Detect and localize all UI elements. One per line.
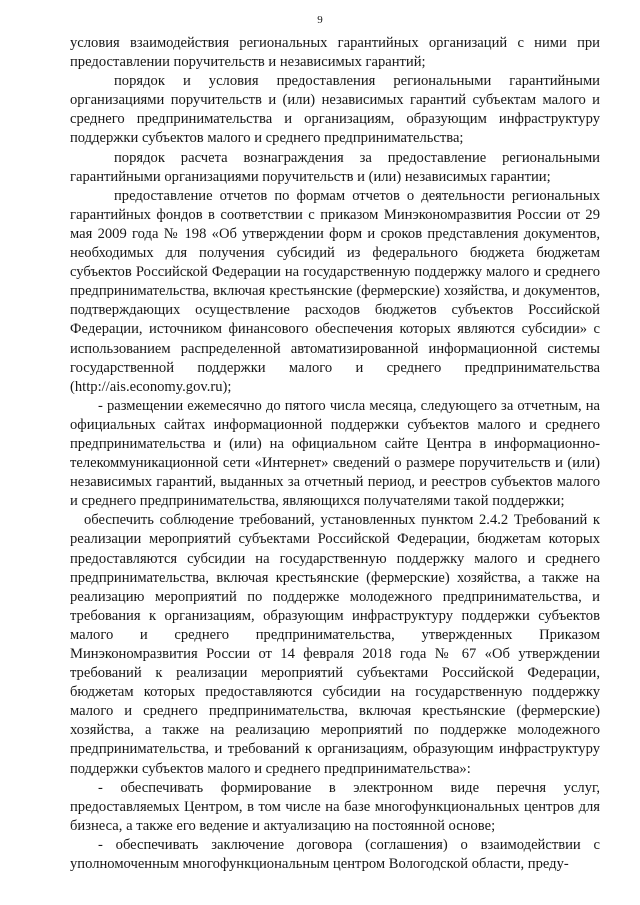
paragraph-guarantee-procedure: порядок и условия предоставления региональными гарантийными организациями поручительств и (или) независимых гарантий субъектам малого и среднего предпринимательства и организациям, образующим инфраструктуру поддержки субъектов малого и среднего предпринимательства; [70, 73, 600, 147]
paragraph-services-list: - обеспечивать формирование в электронном виде перечня услуг, предоставляемых Центром, в том числе на базе многофункциональных центров для бизнеса, а также его ведение и актуализацию на постоянной основе; [70, 779, 600, 834]
page-number: 9 [317, 14, 323, 26]
paragraph-monthly-publication: - размещении ежемесячно до пятого числа месяца, следующего за отчетным, на официальных сайтах информационной поддержки субъектов малого и среднего предпринимательства и (или) на официальном сайте Центра в информационно-телекоммуникационной сети «Интернет» сведений о размере поручительств и (или) независимых гарантий, выданных за отчетный период, и реестров субъектов малого и среднего предпринимательства, являющихся получателями такой поддержки; [70, 397, 600, 510]
paragraph-guarantee-interaction: условия взаимодействия региональных гарантийных организаций с ними при предоставлении поручительств и независимых гарантий; [70, 35, 600, 71]
paragraph-agreement-mfc: - обеспечивать заключение договора (соглашения) о взаимодействии с уполномоченным многофункциональным центром Вологодской области, преду- [70, 836, 600, 873]
paragraph-reporting: предоставление отчетов по формам отчетов о деятельности региональных гарантийных фондов в соответствии с приказом Минэкономразвития России от 29 мая 2009 года № 198 «Об утверждении форм и сроков представления документов, необходимых для получения субсидий из федерального бюджета бюджетам субъектов Российской Федерации на государственную поддержку малого и среднего предпринимательства, включая крестьянские (фермерские) хозяйства, и документов, подтверждающих осуществление расходов бюджетов субъектов Российской Федерации, источником финансового обеспечения которых являются субсидии» с использованием распределенной автоматизированной информационной системы государственной поддержки малого и среднего предпринимательства (http://ais.economy.gov.ru); [70, 187, 600, 395]
paragraph-fee-calculation: порядок расчета вознаграждения за предоставление региональными гарантийными организациями поручительств и (или) независимых гарантии; [70, 149, 600, 185]
paragraph-compliance-requirements: обеспечить соблюдение требований, установленных пунктом 2.4.2 Требований к реализации мероприятий субъектами Российской Федерации, бюджетам которых предоставляются субсидии на государственную поддержку малого и среднего предпринимательства, включая крестьянские (фермерские) хозяйства, а также на реализацию мероприятий по поддержке молодежного предпринимательства, и требования к организациям, образующим инфраструктуру поддержки субъектов малого и среднего предпринимательства, утвержденных Приказом Минэкономразвития России от 14 февраля 2018 года № 67 «Об утверждении требований к реализации мероприятий субъектами Российской Федерации, бюджетам которых предоставляются субсидии на государственную поддержку малого и среднего предпринимательства, включая крестьянские (фермерские) хозяйства, а также на реализацию мероприятий по поддержке молодежного предпринимательства, и требований к организациям, образующим инфраструктуру поддержки субъектов малого и среднего предпринимательства»: [70, 512, 600, 777]
document-body [70, 34, 600, 874]
